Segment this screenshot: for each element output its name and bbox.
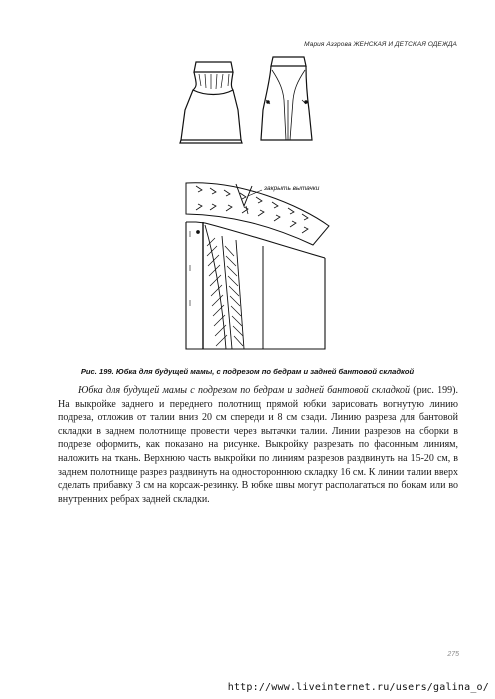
back-skirt-sketch [261, 57, 312, 140]
close-darts-annotation: закрыть вытачки [264, 185, 320, 192]
paragraph-rest: (рис. 199). На выкройке заднего и переднего полотнищ прямой юбки зарисовать вогнутую линию подреза, отложив от талии вниз 20 см спереди и 8 см сзади. Линию разреза для бантовой складки в заднем полотнище провести через вытачки талии. Линии разрезов на сборки в подрезе оформить, как показано на рисунке. Выкройку разрезать по фасонным линиям, наложить на ткань. Верхнюю часть выкройки по линиям разрезов раздвинуть на 15-20 см, в заднем полотнище разрез раздвинуть на одностороннюю складку 16 см. К линии талии вверх сделать прибавку 3 см на корсаж-резинку. В юбке швы могут располагаться по бокам или во внутренних ребрах задней складки. [58, 385, 459, 505]
footer-url[interactable]: http://www.liveinternet.ru/users/galina_o/ [227, 682, 489, 693]
front-skirt-sketch [180, 62, 242, 143]
page-number: 275 [447, 651, 459, 658]
body-paragraph [58, 384, 458, 506]
intro-italic: Юбка для будущей мамы с подрезом по бедрам и задней бантовой складкой [78, 385, 411, 396]
running-header: Мария Аззрова ЖЕНСКАЯ И ДЕТСКАЯ ОДЕЖДА [304, 41, 457, 48]
body-text [58, 384, 458, 506]
figure-caption: Рис. 199. Юбка для будущей мамы, с подрезом по бедрам и задней бантовой складкой [80, 367, 415, 376]
